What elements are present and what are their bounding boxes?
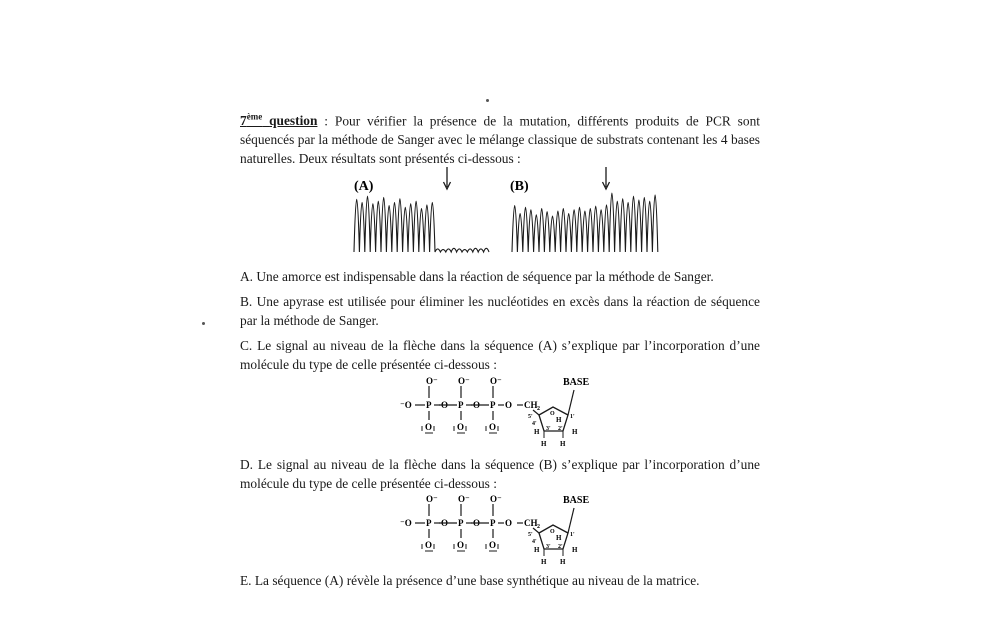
arrow-a-icon — [444, 167, 451, 189]
trace-a-line — [354, 196, 489, 252]
scan-speck — [202, 322, 205, 325]
phosphorus-label: P — [426, 400, 432, 410]
carbon-number-label: 2' — [558, 426, 563, 432]
option-e: E. La séquence (A) révèle la présence d’une base synthétique au niveau de la matrice. — [240, 573, 700, 588]
trace-label-a: (A) — [354, 179, 374, 194]
scan-speck — [486, 99, 489, 102]
oxygen-label: O — [425, 540, 433, 550]
oxygen-minus-label: O⁻ — [458, 376, 470, 386]
option-d: D. Le signal au niveau de la flèche dans la séquence (B) s’explique par l’incorporation d’une molécule du type de celle présentée ci-dessous : — [240, 457, 760, 491]
carbon-number-label: 4' — [532, 421, 537, 427]
hydrogen-label: H — [541, 558, 547, 566]
carbon-number-label: 4' — [532, 539, 537, 545]
oxygen-minus-label: O⁻ — [490, 494, 502, 504]
carbon-number-label: 1' — [570, 414, 575, 420]
option-b: B. Une apyrase est utilisée pour éliminer les nucléotides en excès dans la réaction de séquence par la méthode de Sanger. — [240, 294, 760, 328]
oxygen-minus-label: O⁻ — [426, 376, 438, 386]
phosphorus-label: P — [490, 518, 496, 528]
ch2-label: CH — [524, 400, 538, 410]
question-title: 7ème question — [240, 112, 318, 129]
carbon-number-label: 5' — [528, 532, 533, 538]
oxygen-label: O — [441, 400, 449, 410]
oxygen-minus-label: O⁻ — [426, 494, 438, 504]
sequencing-traces — [340, 160, 670, 260]
hydrogen-label: H — [534, 428, 540, 436]
ring-oxygen-label: O — [550, 529, 555, 535]
trace-label-b: (B) — [510, 179, 529, 194]
bond-line — [568, 390, 574, 415]
oxygen-label: O — [473, 400, 481, 410]
hydrogen-label: H — [541, 440, 547, 448]
oxygen-minus-label: O⁻ — [490, 376, 502, 386]
option-a: A. Une amorce est indispensable dans la réaction de séquence par la méthode de Sanger. — [240, 269, 714, 284]
phosphorus-label: P — [490, 400, 496, 410]
oxygen-label: O — [505, 400, 513, 410]
molecule-d-structure — [398, 492, 608, 570]
ch2-label: CH — [524, 518, 538, 528]
hydrogen-label: H — [560, 558, 566, 566]
base-label: BASE — [563, 495, 590, 506]
oxygen-label: O — [457, 422, 465, 432]
arrow-b-icon — [603, 167, 610, 189]
phosphorus-label: P — [458, 400, 464, 410]
oxygen-label: O — [489, 422, 497, 432]
carbon-number-label: 2' — [558, 544, 563, 550]
carbon-number-label: 3' — [546, 544, 551, 550]
hydrogen-label: H — [556, 534, 562, 542]
phosphorus-label: P — [426, 518, 432, 528]
hydrogen-label: H — [572, 546, 578, 554]
molecule-c-structure — [398, 374, 608, 452]
oxygen-label: O — [441, 518, 449, 528]
carbon-number-label: 1' — [570, 532, 575, 538]
hydrogen-label: H — [556, 416, 562, 424]
phosphorus-label: P — [458, 518, 464, 528]
option-c: C. Le signal au niveau de la flèche dans la séquence (A) s’explique par l’incorporation d’une molécule du type de celle présentée ci-dessous : — [240, 338, 760, 372]
question-intro: : Pour vérifier la présence de la mutation, différents produits de PCR sont séquencés par la méthode de Sanger avec le mélange classique de substrats contenant les 4 bases naturelles. Deux résultats sont présentés ci-dessous : — [240, 113, 760, 167]
oxygen-minus-label: ⁻O — [400, 518, 412, 528]
oxygen-label: O — [489, 540, 497, 550]
base-label: BASE — [563, 377, 590, 388]
carbon-number-label: 5' — [528, 414, 533, 420]
hydrogen-label: H — [560, 440, 566, 448]
bond-line — [568, 508, 574, 533]
subscript-label: 2 — [537, 524, 540, 530]
oxygen-minus-label: O⁻ — [458, 494, 470, 504]
ring-oxygen-label: O — [550, 411, 555, 417]
trace-b-line — [512, 193, 658, 252]
oxygen-minus-label: ⁻O — [400, 400, 412, 410]
oxygen-label: O — [457, 540, 465, 550]
subscript-label: 2 — [537, 406, 540, 412]
carbon-number-label: 3' — [546, 426, 551, 432]
oxygen-label: O — [425, 422, 433, 432]
oxygen-label: O — [473, 518, 481, 528]
hydrogen-label: H — [534, 546, 540, 554]
hydrogen-label: H — [572, 428, 578, 436]
oxygen-label: O — [505, 518, 513, 528]
